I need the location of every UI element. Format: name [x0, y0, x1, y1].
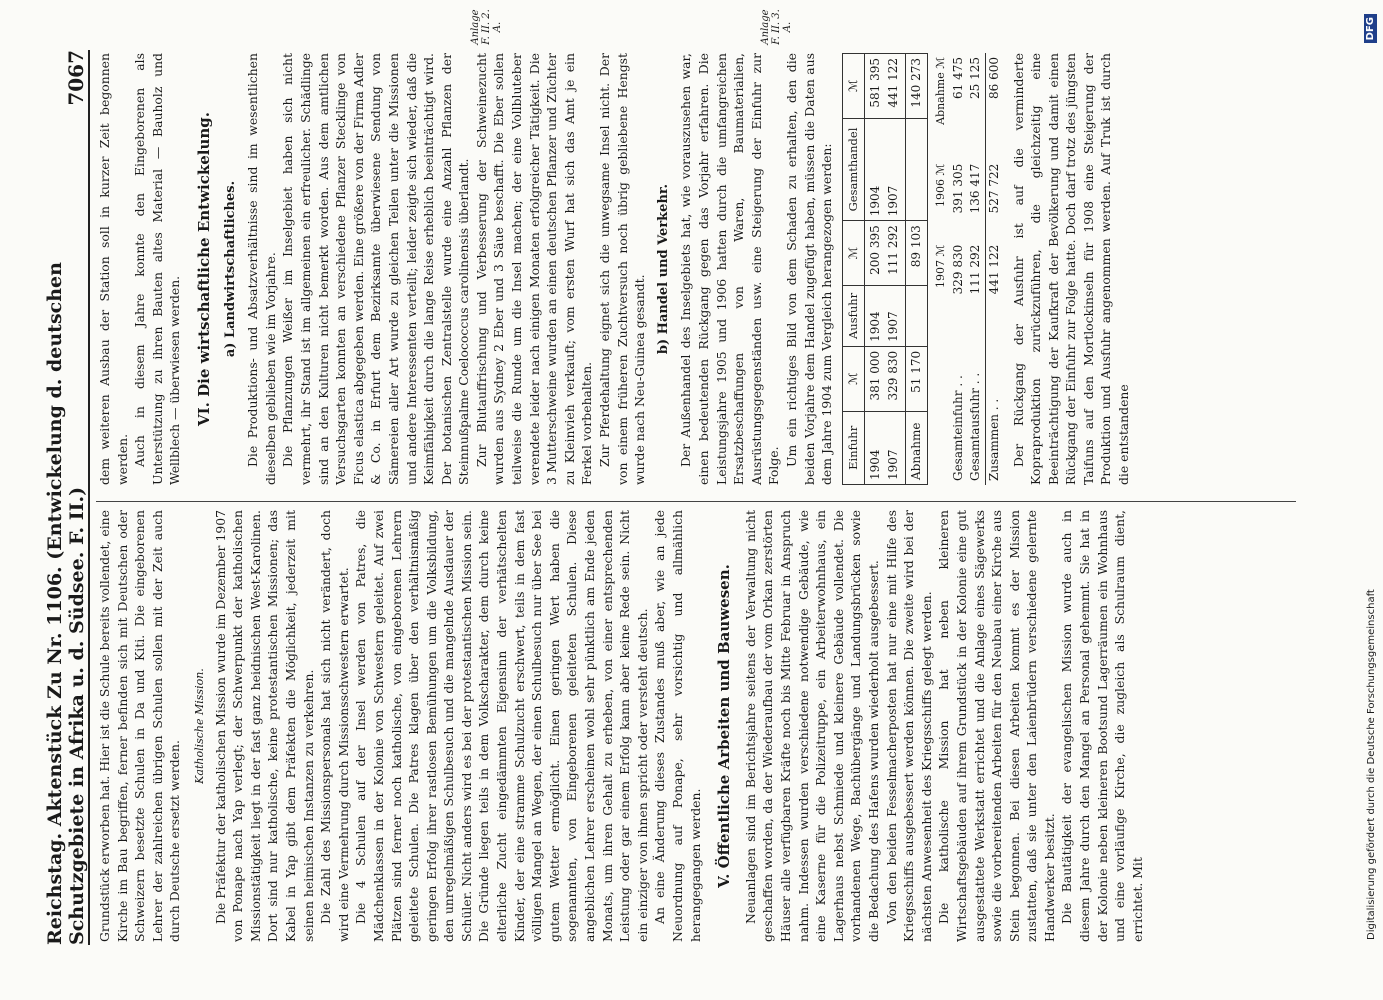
paragraph: Auch in diesem Jahre konnte den Eingeborenen als Unterstützung zu ihren Bauten altes Material — Bauholz und Wellblech — überwiesen werden. [132, 53, 183, 485]
paragraph: Die 4 Schulen auf der Insel werden von Patres, die Mädchenklassen in der Kolonie von Schwestern geleitet. Auf zwei Plätzen sind ferner noch katholische, von eingeborenen Lehrern geleitete Schulen. Die Patres klagen über den verhältnismäßig geringen Erfolg ihrer rastlosen Bemühungen um die Volksbildung, den unregelmäßigen Schulbesuch und die mangelnde Ausdauer der Schüler. Nicht anders wird es bei der protestantischen Mission sein. Die Gründe liegen teils in dem Volkscharakter, dem durch keine elterliche Zucht eingedämmten Eigensinn der verhätschelten Kinder, der eine stramme Schulzucht erschwert, teils in dem fast völligen Mangel an Wegen, der einen Schulbesuch nur über See bei gutem Wetter ermöglicht. Einen geringen Wert haben die sogenannten, von Eingeborenen geleiteten Schulen. Diese angeblichen Lehrer erscheinen wohl sehr pünktlich am Ende jeden Monats, um ihren Gehalt zu erheben, von einer entsprechenden Leistung oder gar einem Erfolg kann aber keine Rede sein. Nicht ein einziger von ihnen spricht oder versteht deutsch. [353, 510, 650, 942]
column-header: ℳ [842, 221, 865, 286]
page-header [44, 50, 90, 945]
table-cell: 136 417 [968, 163, 983, 214]
column-header: Einfuhr [842, 411, 865, 484]
paragraph: Um ein richtiges Bild von dem Schaden zu erhalten, den die beiden Vorjahre dem Handel zugefügt haben, müssen die Daten aus dem Jahre 1904 zum Vergleich herangezogen werden: [783, 53, 835, 485]
table-cell: Zusammen . . [985, 322, 1003, 485]
paragraph: Zur Pferdehaltung eignet sich die unwegsame Insel nicht. Der von einem früheren Zuchtversuch noch übrig gebliebene Hengst wurde nach Neu-Guinea gesandt. [597, 53, 648, 485]
table-row-total [985, 53, 1003, 485]
paragraph: Neuanlagen sind im Berichtsjahre seitens der Verwaltung nicht geschaffen worden, da der Wiederaufbau der vom Orkan zerstörten Häuser alle verfügbaren Kräfte noch bis Mitte Februar in Anspruch nahm. Indessen wurden verschiedene notwendige Gebäude, wie eine Kaserne für die Polizeitruppe, ein Arbeiterwohnhaus, ein Lagerhaus nebst Schmiede und kleinere Gebäude vollendet. Die vorhandenen Wege, Bachübergänge und Landungsbrücken sowie die Bedachung des Hafens wurden wiederholt ausgebessert. [742, 510, 881, 942]
column-header [932, 322, 950, 485]
table-cell: 86 600 [985, 53, 1003, 160]
table-cell: 391 305 [950, 163, 965, 214]
table-cell: 111 292 [968, 244, 983, 295]
table-cell: 381 000 329 830 [865, 346, 905, 411]
paragraph: dem weiteren Ausbau der Station soll in kurzer Zeit begonnen werden. [97, 53, 130, 485]
right-column [96, 53, 1133, 485]
annex-note-a: Anlage F. II. 2. A. [470, 9, 503, 45]
table-cell: 25 125 [968, 57, 983, 99]
paragraph: Die Präfektur der katholischen Mission wurde im Dezember 1907 von Ponape nach Yap verlegt; der Schwerpunkt der katholischen Missionstätigkeit liegt in der fast ganz heidnischen West-Karolinen. Dort sind nur katholische, keine protestantischen Missionen; das Kabel in Yap gibt dem Präfekten die Möglichkeit, jederzeit mit seinen heimischen Instanzen zu verkehren. [212, 510, 316, 942]
column-header: ℳ [842, 54, 865, 119]
trade-summary-table [932, 53, 1003, 485]
paragraph: Die Bautätigkeit der evangelischen Mission wurde auch in diesem Jahre durch den Mangel an Personal gehemmt. Sie hat in der Kolonie neben kleineren Bootsund Lagerräumen ein Wohnhaus und eine vorläufige Kirche, die zugleich als Schulraum dient, errichtet. Mit [1059, 510, 1145, 942]
table-cell: 527 722 [985, 160, 1003, 241]
table-cell: 441 122 [985, 241, 1003, 322]
table-header-row [842, 54, 865, 485]
paragraph: Zur Blutauffrischung und Verbesserung der Schweinezucht wurden aus Sydney 2 Eber und 3 Säue beschafft. Die Eber sollen teilweise die Runde um die Insel machen; der eine Vollbluteber verendete leider nach einigen Monaten erfolgreicher Tätigkeit. Die 3 Mutterschweine wurden an einen deutschen Pflanzer und Züchter zu Kleinvieh verkauft; vom ersten Wurf hat sich das Amt je ein Ferkel vorbehalten. [473, 53, 595, 485]
paragraph: Die Produktions- und Absatzverhältnisse sind im wesentlichen dieselben geblieben wie im Vorjahre. [245, 53, 278, 485]
table-cell: Gesamtausfuhr . . [968, 372, 983, 481]
table-cell: Gesamteinfuhr . . [950, 375, 965, 481]
table-cell: 51 170 [905, 346, 928, 411]
column-header: 1906 ℳ [934, 163, 948, 208]
trade-comparison-table [842, 53, 928, 485]
table-cell: 581 395 441 122 [865, 54, 905, 119]
table-cell: 1904 1907 [865, 285, 905, 346]
paragraph: Die Zahl des Missionspersonals hat sich nicht verändert, doch wird eine Vermehrung durch Missionsschwestern erwartet. [318, 510, 351, 942]
annex-note-b: Anlage F. II. 3. A. [760, 9, 793, 45]
column-divider [96, 501, 1296, 502]
table-cell [905, 118, 928, 220]
table-row [905, 54, 928, 485]
paragraph: Die katholische Mission hat neben kleineren Wirtschaftsgebäuden auf ihrem Grundstück in der Kolonie eine gut ausgestattete Werkstatt errichtet und die Anlage eines Sägewerks sowie die vorbereitenden Arbeiten für den Neubau einer Kirche aus Stein begonnen. Bei diesen Arbeiten kommt es der Mission zustatten, daß sie unter den Laienbrüdern verschiedene gelernte Handwerker besitzt. [936, 510, 1057, 942]
section-heading-vi: VI. Die wirtschaftliche Entwickelung. [194, 112, 213, 426]
table-cell: 1904 1907 [865, 411, 905, 484]
table-cell: Abnahme [905, 411, 928, 484]
paragraph: Der Rückgang der Ausfuhr ist auf die verminderte Kopraproduktion zurückzuführen, die gleichzeitig eine Beeinträchtigung der Kaufkraft der Bevölkerung und damit einen Rückgang der Einfuhr zur Folge hatte. Doch darf trotz des jüngsten Taifuns auf den Mortlockinseln für 1908 eine Steigerung der Produktion und Ausfuhr angenommen werden. Auf Truk ist durch die entstandene [1010, 53, 1132, 485]
subheading-agriculture: a) Landwirtschaftliches. [222, 180, 238, 358]
table-row [950, 53, 968, 485]
paragraph: Von den beiden Fesselmacherposten hat nur eine mit Hilfe des Kriegsschiffs ausgebessert werden können. Die zweite wird bei der nächsten Anwesenheit des Kriegsschiffs gelegt werden. [883, 510, 934, 942]
table-cell: 200 395 111 292 [865, 221, 905, 286]
subheading-trade: b) Handel und Verkehr. [655, 183, 671, 355]
table-cell: 61 475 [950, 57, 965, 99]
column-header: ℳ [842, 346, 865, 411]
table-row [967, 53, 985, 485]
paragraph: An eine Änderung dieses Zustandes muß aber, wie an jede Neuordnung auf Ponape, sehr vorsichtig und allmählich herangegangen werden. [652, 510, 703, 942]
table-cell: 89 103 [905, 221, 928, 286]
table-cell: 140 273 [905, 54, 928, 119]
section-heading-v: V. Öffentliche Arbeiten und Bauwesen. [715, 564, 734, 888]
column-header: 1907 ℳ [934, 244, 948, 289]
left-column [96, 510, 1146, 942]
paragraph: Die Pflanzungen Weißer im Inselgebiet haben sich nicht vermehrt, ihr Stand ist im allgemeinen ein erfreulicher. Schädlinge sind an den Kulturen nicht bemerkt worden. Aus dem amtlichen Versuchsgarten konnten an verschiedene Pflanzer Stecklinge von Ficus elastica abgegeben werden. Eine größere von der Firma Adler & Co. in Erfurt dem Bezirksamte überwiesene Sendung von Sämereien aller Art wurde zu gleichen Teilen unter die Missionen und andere Interessenten verteilt; leider zeigte sich wieder, daß die Keimfähigkeit durch die lange Reise erheblich beeinträchtigt wird. Der botanischen Zentralstelle wurde eine Anzahl Pflanzen der Steinnußpalme Coelococcus carolinensis überlandt. [280, 53, 472, 485]
table-cell: 1904 1907 [865, 118, 905, 220]
column-header: Abnahme ℳ [934, 57, 948, 125]
running-title: Reichstag. Aktenstück Zu Nr. 1106. (Entwickelung d. deutschen Schutzgebiete in Afrika u. d. Südsee. F. II.) [44, 262, 88, 945]
paragraph: Grundstück erworben hat. Hier ist die Schule bereits vollendet, eine Kirche im Bau begriffen, ferner befinden sich mit Deutschen oder Schweizern besetzte Schulen in Da und Kiti. Die eingeborenen Lehrer der zahlreichen übrigen Schulen sollen mit der Zeit auch durch Deutsche ersetzt werden. [97, 510, 183, 942]
digitization-credit: Digitalisierung gefördert durch die Deutsche Forschungsgemeinschaft [1366, 589, 1377, 940]
subheading-catholic-mission: Katholische Mission. [192, 668, 206, 784]
table-row [865, 54, 905, 485]
page-number: 7067 [64, 50, 88, 106]
table-header-row [932, 53, 950, 485]
dfg-logo: DFG [1364, 14, 1377, 43]
table-cell: 329 830 [950, 244, 965, 295]
column-header: Ausfuhr [842, 285, 865, 346]
column-header: Gesamthandel [842, 118, 865, 220]
table-cell [905, 285, 928, 346]
paragraph: Der Außenhandel des Inselgebiets hat, wie vorauszusehen war, einen bedeutenden Rückgang gegen das Vorjahr erfahren. Die Leistungsjahre 1905 und 1906 hatten durch die umfangreichen Ersatzbeschaffungen von Waren, Baumaterialien, Ausrüstungsgegenständen usw. eine Steigerung der Einfuhr zur Folge. [678, 53, 782, 485]
